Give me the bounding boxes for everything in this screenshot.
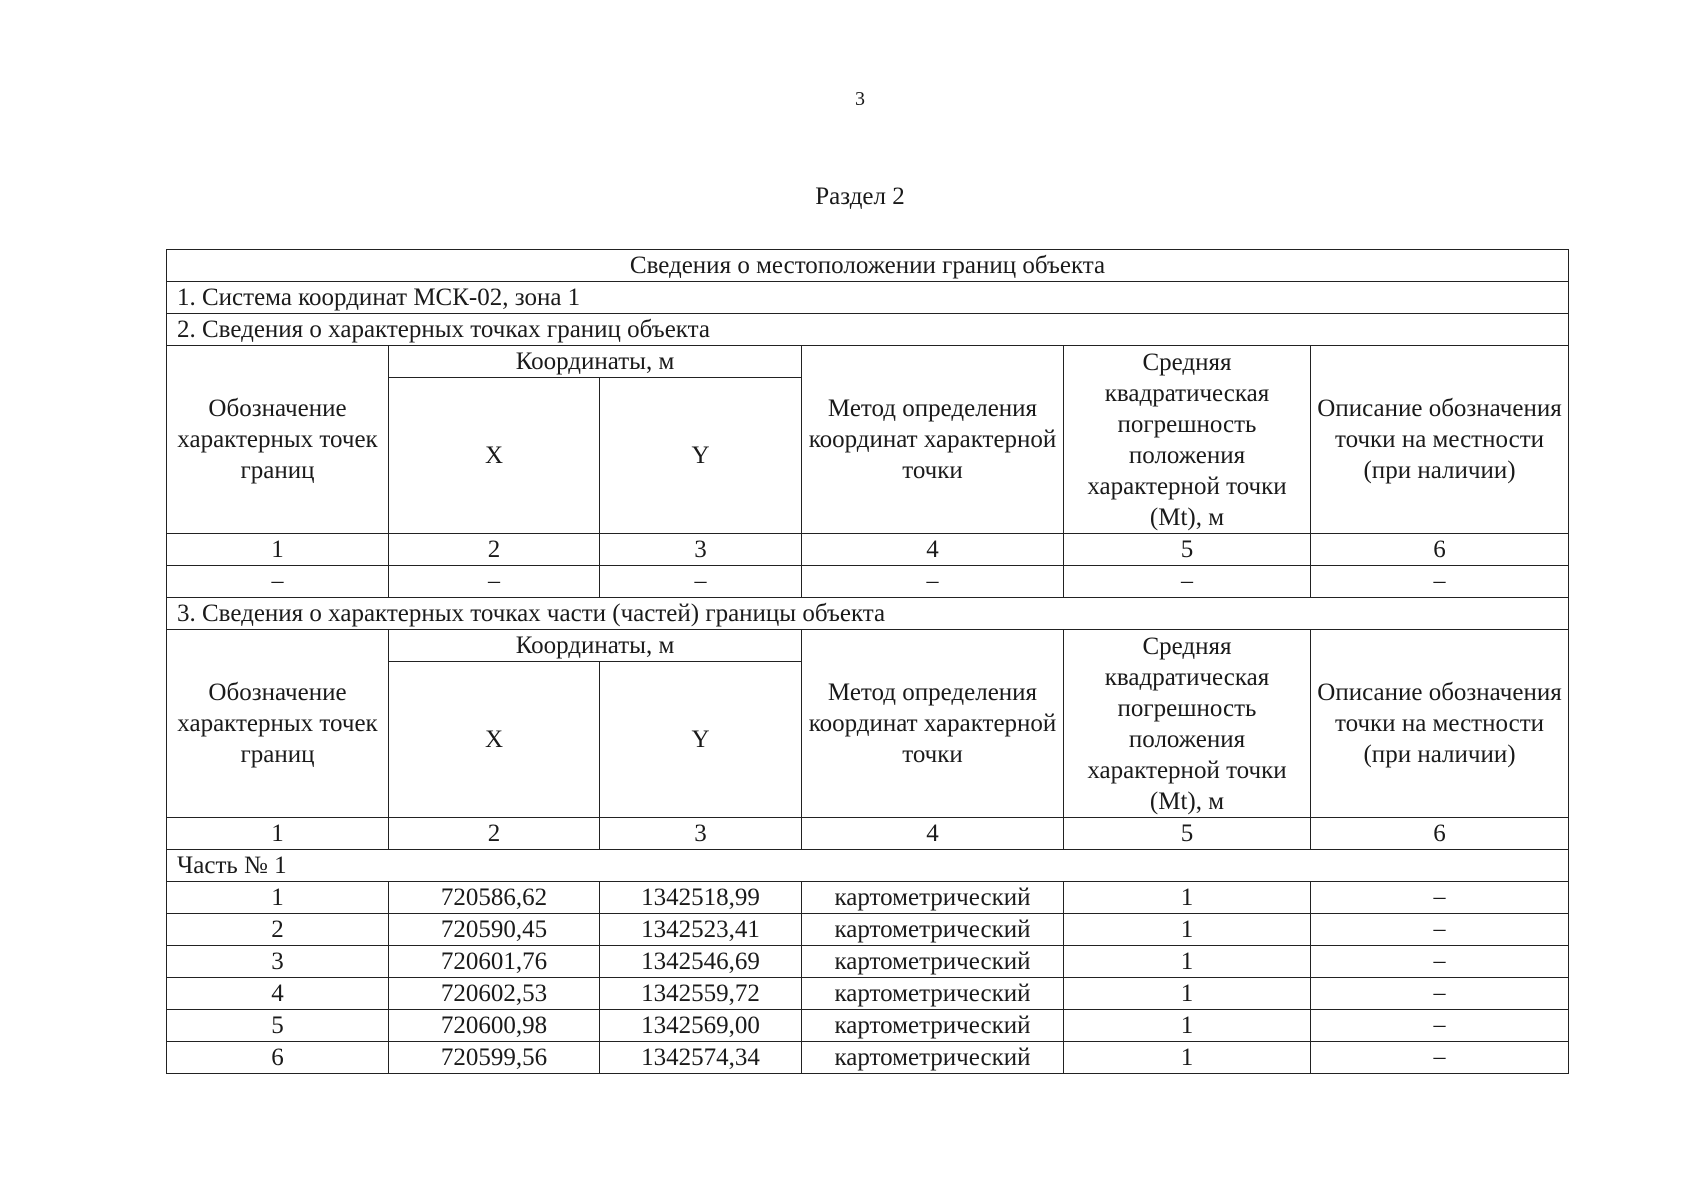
section-title: Раздел 2 xyxy=(815,183,905,210)
header-x: X xyxy=(389,662,600,818)
header-method: Метод определения координат характерной точки xyxy=(802,346,1064,534)
method-cell: картометрический xyxy=(802,1042,1064,1074)
coordinate-x: 720601,76 xyxy=(389,946,600,978)
coordinate-system: 1. Система координат МСК-02, зона 1 xyxy=(167,282,1569,314)
column-number: 1 xyxy=(167,534,389,566)
method-cell: картометрический xyxy=(802,1010,1064,1042)
table-row xyxy=(167,978,1569,1010)
method-cell: картометрический xyxy=(802,914,1064,946)
header-y: Y xyxy=(600,662,802,818)
description-cell: – xyxy=(1311,946,1569,978)
table-row xyxy=(167,1042,1569,1074)
header-method: Метод определения координат характерной точки xyxy=(802,630,1064,818)
description-cell: – xyxy=(1311,882,1569,914)
table-row xyxy=(167,1010,1569,1042)
coordinate-y: 1342546,69 xyxy=(600,946,802,978)
coordinate-y: 1342518,99 xyxy=(600,882,802,914)
point-number: 1 xyxy=(167,882,389,914)
header-x: X xyxy=(389,378,600,534)
coordinate-x: 720599,56 xyxy=(389,1042,600,1074)
coordinate-x: 720600,98 xyxy=(389,1010,600,1042)
method-cell: картометрический xyxy=(802,946,1064,978)
header-description: Описание обозначения точки на местности (при наличии) xyxy=(1311,346,1569,534)
header-point-designation: Обозначение характерных точек границ xyxy=(167,346,389,534)
part-label: Часть № 1 xyxy=(167,850,1569,882)
table-row xyxy=(167,946,1569,978)
header-description: Описание обозначения точки на местности (при наличии) xyxy=(1311,630,1569,818)
error-cell: 1 xyxy=(1064,914,1311,946)
error-cell: 1 xyxy=(1064,978,1311,1010)
section2-title: 2. Сведения о характерных точках границ объекта xyxy=(167,314,1569,346)
coordinate-y: 1342574,34 xyxy=(600,1042,802,1074)
column-number: 2 xyxy=(389,534,600,566)
column-number: 2 xyxy=(389,818,600,850)
description-cell: – xyxy=(1311,914,1569,946)
column-number: 5 xyxy=(1064,534,1311,566)
column-number: 6 xyxy=(1311,534,1569,566)
table-row xyxy=(167,882,1569,914)
column-number: 6 xyxy=(1311,818,1569,850)
error-cell: 1 xyxy=(1064,1010,1311,1042)
column-number: 3 xyxy=(600,534,802,566)
column-number: 1 xyxy=(167,818,389,850)
header-y: Y xyxy=(600,378,802,534)
coordinate-x: 720586,62 xyxy=(389,882,600,914)
description-cell: – xyxy=(1311,1042,1569,1074)
point-number: 2 xyxy=(167,914,389,946)
table-row xyxy=(167,566,1569,598)
section3-title: 3. Сведения о характерных точках части (частей) границы объекта xyxy=(167,598,1569,630)
point-number: 5 xyxy=(167,1010,389,1042)
boundary-table xyxy=(166,249,1569,1074)
error-cell: 1 xyxy=(1064,946,1311,978)
description-cell: – xyxy=(1311,1010,1569,1042)
header-error: Средняя квадратическая погрешность положения характерной точки (Mt), м xyxy=(1064,346,1311,534)
table-cell: – xyxy=(600,566,802,598)
point-number: 6 xyxy=(167,1042,389,1074)
error-cell: 1 xyxy=(1064,882,1311,914)
page-number: 3 xyxy=(855,88,865,110)
header-error: Средняя квадратическая погрешность положения характерной точки (Mt), м xyxy=(1064,630,1311,818)
coordinate-y: 1342559,72 xyxy=(600,978,802,1010)
description-cell: – xyxy=(1311,978,1569,1010)
column-number: 4 xyxy=(802,534,1064,566)
point-number: 4 xyxy=(167,978,389,1010)
table-cell: – xyxy=(802,566,1064,598)
coordinate-y: 1342569,00 xyxy=(600,1010,802,1042)
table-title: Сведения о местоположении границ объекта xyxy=(167,250,1569,282)
coordinate-y: 1342523,41 xyxy=(600,914,802,946)
coordinate-x: 720590,45 xyxy=(389,914,600,946)
table-cell: – xyxy=(1064,566,1311,598)
column-number: 3 xyxy=(600,818,802,850)
header-coordinates: Координаты, м xyxy=(389,630,802,662)
column-number: 4 xyxy=(802,818,1064,850)
header-coordinates: Координаты, м xyxy=(389,346,802,378)
table-row xyxy=(167,914,1569,946)
table-cell: – xyxy=(1311,566,1569,598)
column-number: 5 xyxy=(1064,818,1311,850)
header-point-designation: Обозначение характерных точек границ xyxy=(167,630,389,818)
table-cell: – xyxy=(389,566,600,598)
error-cell: 1 xyxy=(1064,1042,1311,1074)
method-cell: картометрический xyxy=(802,978,1064,1010)
coordinate-x: 720602,53 xyxy=(389,978,600,1010)
point-number: 3 xyxy=(167,946,389,978)
method-cell: картометрический xyxy=(802,882,1064,914)
table-cell: – xyxy=(167,566,389,598)
